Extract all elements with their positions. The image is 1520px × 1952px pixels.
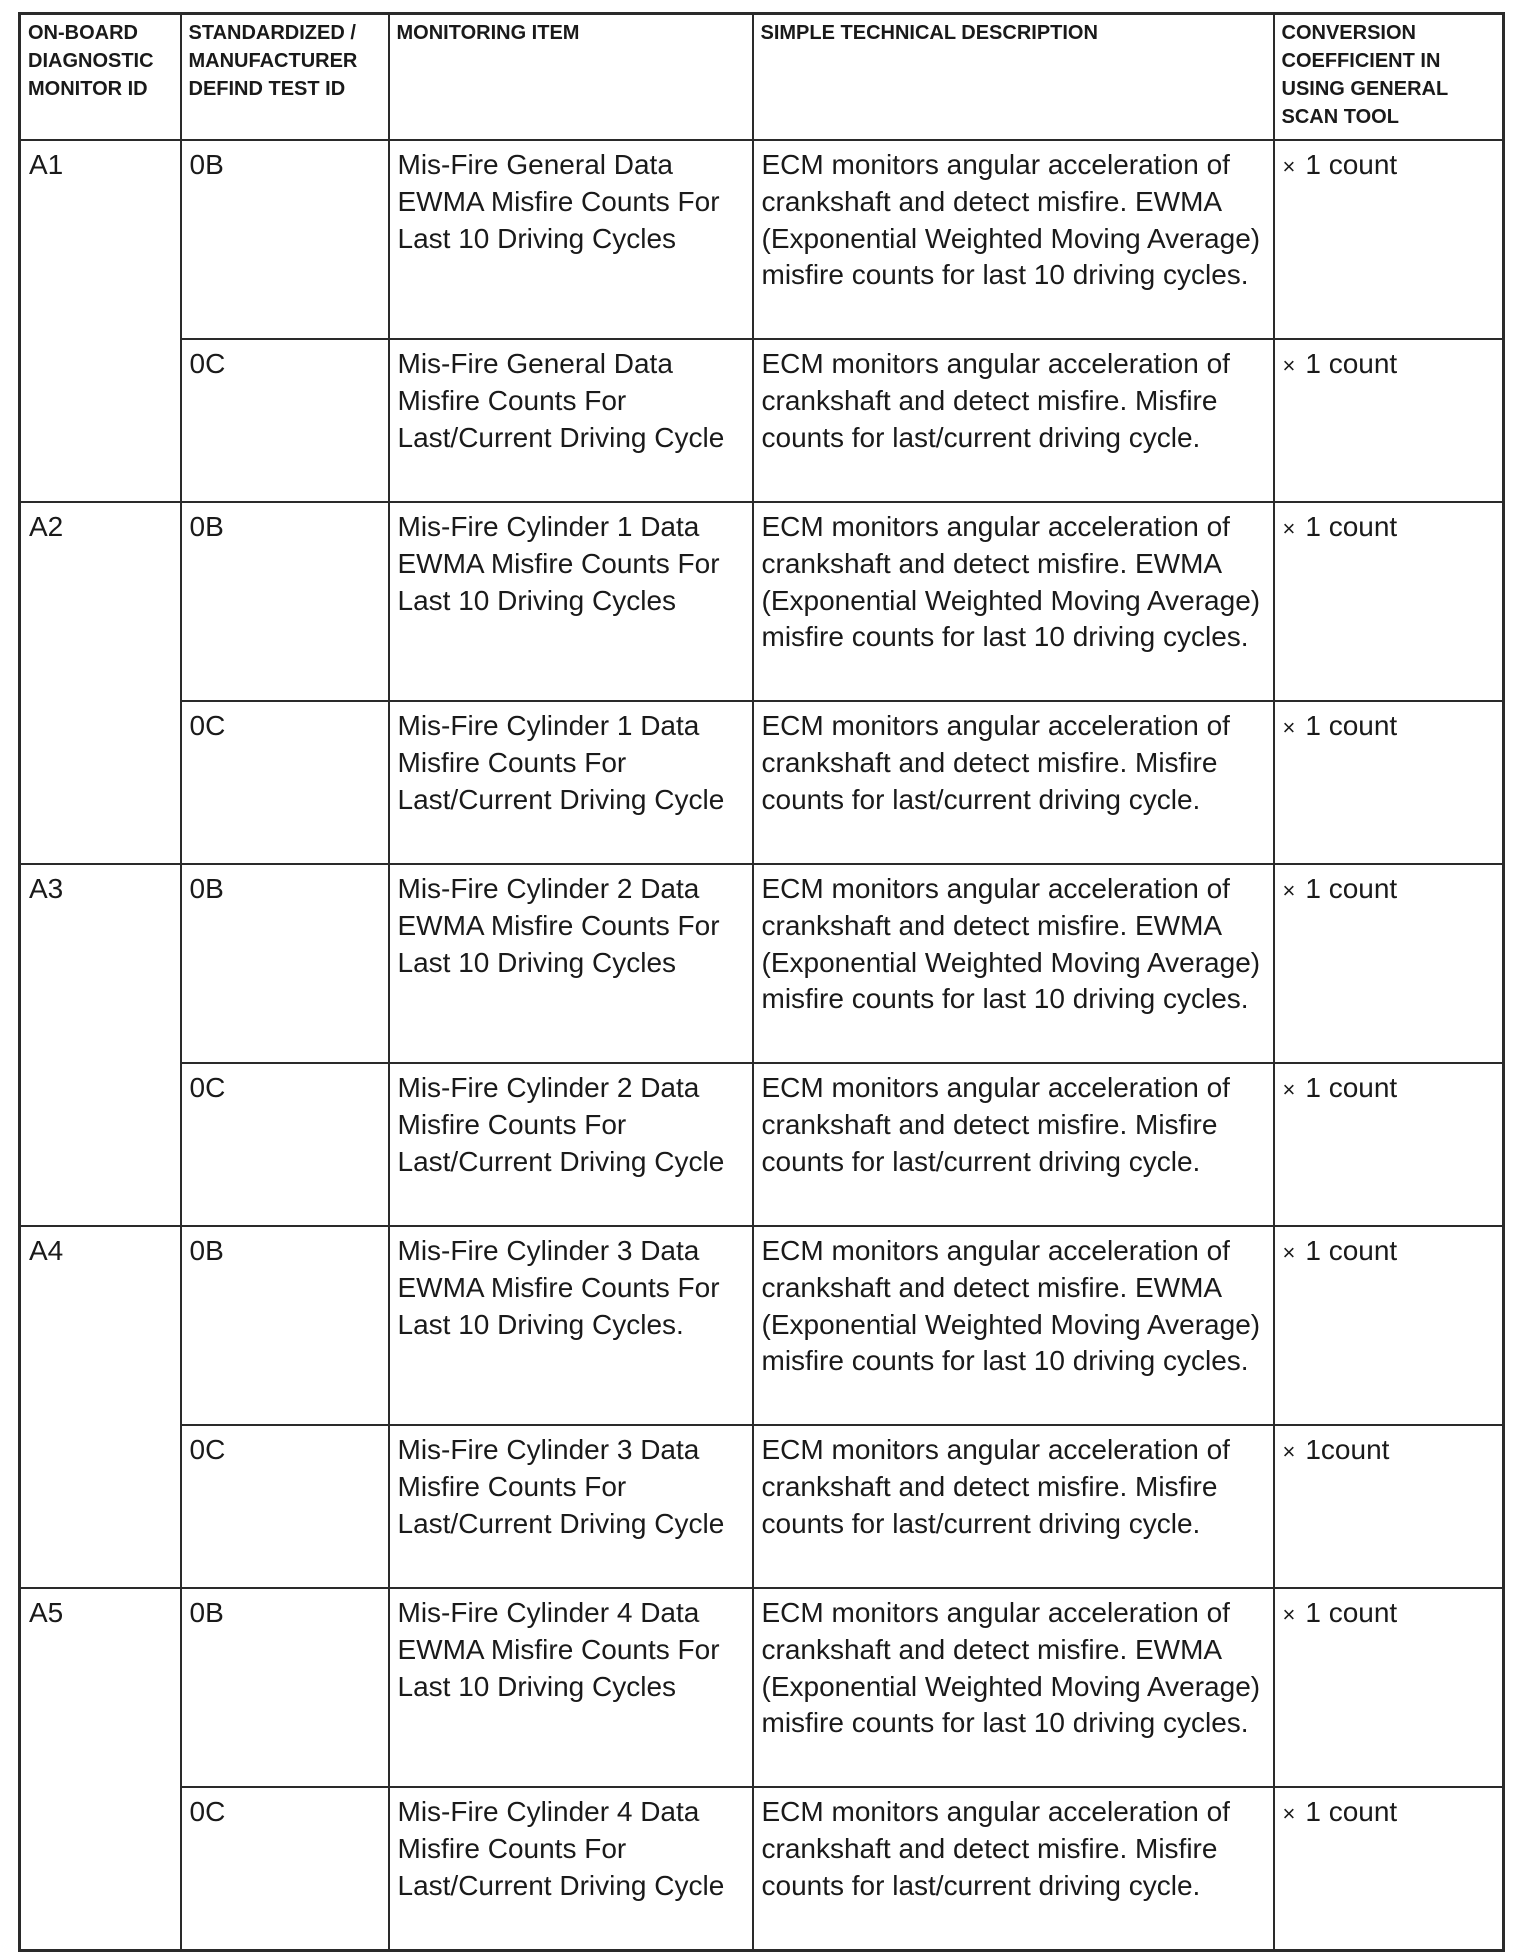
- test-id-cell: 0B: [181, 864, 389, 1063]
- description-cell: ECM monitors angular acceleration of crankshaft and detect misfire. Misfire counts for last/current driving cycle.: [753, 1787, 1274, 1950]
- test-id-cell: 0C: [181, 1425, 389, 1588]
- multiply-sign: ×: [1282, 353, 1296, 378]
- coefficient-cell: [1274, 1226, 1504, 1425]
- multiply-sign: ×: [1282, 1801, 1296, 1826]
- multiply-sign: ×: [1282, 878, 1296, 903]
- coefficient-value: 1count: [1305, 1434, 1390, 1465]
- multiply-sign: ×: [1282, 1602, 1296, 1627]
- coefficient-cell: [1274, 864, 1504, 1063]
- monitoring-item-cell: Mis-Fire Cylinder 3 Data Misfire Counts For Last/Current Driving Cycle: [389, 1425, 753, 1588]
- coefficient-value: 1 count: [1305, 710, 1398, 741]
- coefficient-value: 1 count: [1305, 348, 1398, 379]
- coefficient-cell: [1274, 140, 1504, 339]
- coefficient-cell: [1274, 701, 1504, 864]
- description-cell: ECM monitors angular acceleration of crankshaft and detect misfire. EWMA (Exponential Weighted Moving Average) misfire counts for last 10 driving cycles.: [753, 502, 1274, 701]
- monitor-id-cell: A3: [20, 864, 181, 1226]
- coefficient-value: 1 count: [1305, 1796, 1398, 1827]
- header-monitor-id: ON-BOARD DIAGNOSTIC MONITOR ID: [20, 14, 181, 141]
- monitoring-item-cell: Mis-Fire Cylinder 2 Data Misfire Counts For Last/Current Driving Cycle: [389, 1063, 753, 1226]
- coefficient-value: 1 count: [1305, 1072, 1398, 1103]
- test-id-cell: 0C: [181, 339, 389, 502]
- monitor-table: [18, 12, 1505, 1952]
- table-row: [20, 140, 1504, 339]
- monitor-id-cell: A5: [20, 1588, 181, 1950]
- coefficient-value: 1 count: [1305, 1597, 1398, 1628]
- table-row: [20, 1425, 1504, 1588]
- monitor-id-cell: A2: [20, 502, 181, 864]
- coefficient-value: 1 count: [1305, 873, 1398, 904]
- multiply-sign: ×: [1282, 1439, 1296, 1464]
- multiply-sign: ×: [1282, 715, 1296, 740]
- test-id-cell: 0B: [181, 502, 389, 701]
- monitoring-item-cell: Mis-Fire Cylinder 2 Data EWMA Misfire Counts For Last 10 Driving Cycles: [389, 864, 753, 1063]
- monitoring-item-cell: Mis-Fire Cylinder 4 Data Misfire Counts For Last/Current Driving Cycle: [389, 1787, 753, 1950]
- monitoring-item-cell: Mis-Fire Cylinder 4 Data EWMA Misfire Counts For Last 10 Driving Cycles: [389, 1588, 753, 1787]
- description-cell: ECM monitors angular acceleration of crankshaft and detect misfire. Misfire counts for last/current driving cycle.: [753, 339, 1274, 502]
- monitoring-item-cell: Mis-Fire Cylinder 1 Data Misfire Counts For Last/Current Driving Cycle: [389, 701, 753, 864]
- monitor-id-cell: A4: [20, 1226, 181, 1588]
- test-id-cell: 0B: [181, 1588, 389, 1787]
- header-test-id: STANDARDIZED / MANUFACTURER DEFIND TEST ID: [181, 14, 389, 141]
- table-row: [20, 1588, 1504, 1787]
- description-cell: ECM monitors angular acceleration of crankshaft and detect misfire. EWMA (Exponential Weighted Moving Average) misfire counts for last 10 driving cycles.: [753, 140, 1274, 339]
- header-description: SIMPLE TECHNICAL DESCRIPTION: [753, 14, 1274, 141]
- table-row: [20, 1063, 1504, 1226]
- table-row: [20, 864, 1504, 1063]
- monitoring-item-cell: Mis-Fire General Data EWMA Misfire Counts For Last 10 Driving Cycles: [389, 140, 753, 339]
- monitoring-item-cell: Mis-Fire Cylinder 3 Data EWMA Misfire Counts For Last 10 Driving Cycles.: [389, 1226, 753, 1425]
- header-monitoring-item: MONITORING ITEM: [389, 14, 753, 141]
- multiply-sign: ×: [1282, 1077, 1296, 1102]
- coefficient-cell: [1274, 502, 1504, 701]
- test-id-cell: 0C: [181, 1063, 389, 1226]
- monitor-id-cell: A1: [20, 140, 181, 502]
- coefficient-value: 1 count: [1305, 149, 1398, 180]
- coefficient-cell: [1274, 1787, 1504, 1950]
- multiply-sign: ×: [1282, 154, 1296, 179]
- coefficient-value: 1 count: [1305, 511, 1398, 542]
- description-cell: ECM monitors angular acceleration of crankshaft and detect misfire. Misfire counts for last/current driving cycle.: [753, 1063, 1274, 1226]
- monitoring-item-cell: Mis-Fire General Data Misfire Counts For Last/Current Driving Cycle: [389, 339, 753, 502]
- table-row: [20, 1787, 1504, 1950]
- test-id-cell: 0B: [181, 140, 389, 339]
- coefficient-cell: [1274, 1063, 1504, 1226]
- test-id-cell: 0C: [181, 1787, 389, 1950]
- description-cell: ECM monitors angular acceleration of crankshaft and detect misfire. Misfire counts for last/current driving cycle.: [753, 701, 1274, 864]
- description-cell: ECM monitors angular acceleration of crankshaft and detect misfire. EWMA (Exponential Weighted Moving Average) misfire counts for last 10 driving cycles.: [753, 1226, 1274, 1425]
- multiply-sign: ×: [1282, 1240, 1296, 1265]
- description-cell: ECM monitors angular acceleration of crankshaft and detect misfire. EWMA (Exponential Weighted Moving Average) misfire counts for last 10 driving cycles.: [753, 864, 1274, 1063]
- description-cell: ECM monitors angular acceleration of crankshaft and detect misfire. Misfire counts for last/current driving cycle.: [753, 1425, 1274, 1588]
- monitoring-item-cell: Mis-Fire Cylinder 1 Data EWMA Misfire Counts For Last 10 Driving Cycles: [389, 502, 753, 701]
- coefficient-value: 1 count: [1305, 1235, 1398, 1266]
- table-row: [20, 502, 1504, 701]
- coefficient-cell: [1274, 339, 1504, 502]
- coefficient-cell: [1274, 1425, 1504, 1588]
- multiply-sign: ×: [1282, 516, 1296, 541]
- table-row: [20, 1226, 1504, 1425]
- header-row: [20, 14, 1504, 141]
- table-row: [20, 701, 1504, 864]
- header-conversion-coefficient: CONVERSION COEFFICIENT IN USING GENERAL SCAN TOOL: [1274, 14, 1504, 141]
- test-id-cell: 0B: [181, 1226, 389, 1425]
- test-id-cell: 0C: [181, 701, 389, 864]
- table-row: [20, 339, 1504, 502]
- description-cell: ECM monitors angular acceleration of crankshaft and detect misfire. EWMA (Exponential Weighted Moving Average) misfire counts for last 10 driving cycles.: [753, 1588, 1274, 1787]
- coefficient-cell: [1274, 1588, 1504, 1787]
